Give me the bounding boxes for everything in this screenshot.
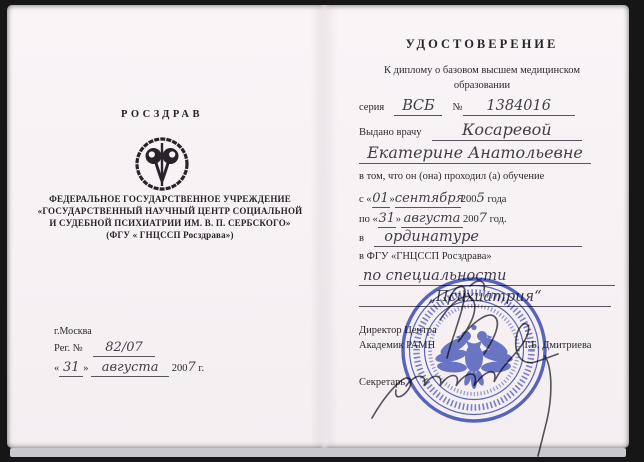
to-year-printed: 200 [463, 214, 479, 225]
organization-line: в ФГУ «ГНЦССП Росздрава» [359, 251, 492, 262]
month-value: августа [101, 360, 159, 375]
name-patronymic-row [359, 145, 591, 164]
page-fold [310, 5, 338, 448]
series-label: серия [359, 102, 385, 113]
to-day-blank [378, 212, 396, 228]
from-month-blank [394, 191, 465, 208]
director-name: Т.Б. Дмитриева [523, 340, 592, 351]
quote-close: » [389, 194, 395, 205]
month-blank [91, 361, 169, 377]
agency-title: РОСЗДРАВ [120, 109, 203, 120]
institution-line: «ГОСУДАРСТВЕННЫЙ НАУЧНЫЙ ЦЕНТР СОЦИАЛЬНОЙ [37, 206, 303, 216]
director-signature [440, 281, 497, 358]
reg-number-blank [93, 341, 155, 357]
reg-number-value: 82/07 [105, 340, 143, 355]
to-year-hand: 7 [478, 211, 488, 226]
series-row [359, 99, 575, 116]
to-month: августа [403, 211, 461, 226]
document-title: УДОСТОВЕРЕНИЕ [405, 37, 559, 51]
program-row [359, 230, 582, 247]
issued-label: Выдано врачу [359, 127, 422, 138]
year-hand: 7 [187, 360, 196, 375]
from-prefix: с [359, 194, 364, 205]
name-blank [359, 145, 591, 164]
period-to-row [359, 211, 507, 228]
subtitle-line-1: К диплому о базовом высшем медицинском [383, 65, 581, 76]
institution-name-block [27, 193, 313, 241]
from-day: 01 [372, 191, 389, 206]
quote-open: « [54, 363, 60, 374]
registration-row [54, 341, 155, 357]
from-year-printed: 200 [460, 194, 477, 205]
day-value: 31 [62, 360, 80, 375]
specialty-value: „Психиатрия“ [428, 289, 542, 305]
series-value: ВСБ [402, 98, 435, 114]
from-day-blank [372, 192, 390, 208]
certificate-spread [7, 5, 629, 448]
city-label: г.Москва [54, 326, 92, 337]
subtitle-line-2: образовании [453, 80, 511, 91]
serbsky-emblem-icon [133, 135, 191, 193]
from-year-hand: 5 [476, 191, 485, 206]
number-blank [463, 99, 575, 116]
number-value: 1384016 [486, 98, 551, 114]
to-day: 31 [378, 211, 396, 226]
serbsky-emblem-graphic [133, 135, 191, 193]
name-patronymic-value: Екатерине Анатольевне [367, 143, 583, 162]
director-title-line-1: Директор Центра [359, 325, 437, 336]
institution-line: ФЕДЕРАЛЬНОЕ ГОСУДАРСТВЕННОЕ УЧРЕЖДЕНИЕ [49, 194, 291, 204]
secretary-label: Секретарь [359, 377, 406, 388]
quote-close: » [83, 363, 89, 374]
from-month: сентября [394, 191, 465, 206]
quote-close: » [395, 214, 401, 225]
signatures-graphic [352, 260, 632, 460]
institution-line: И СУДЕБНОЙ ПСИХИАТРИИ ИМ. В. П. СЕРБСКОГО» [49, 218, 291, 228]
number-label: № [452, 102, 463, 113]
issue-date-row [54, 360, 204, 377]
series-blank [394, 99, 442, 116]
issued-to-row [359, 122, 582, 141]
signatures-icon [352, 260, 632, 460]
reg-number-label: Рег. № [54, 343, 83, 354]
day-blank [59, 361, 83, 377]
to-month-blank [401, 212, 463, 228]
specialty-label-hand: по специальности [363, 268, 507, 284]
to-prefix: по [359, 214, 370, 225]
institution-line: (ФГУ « ГНЦССП Росздрава») [106, 230, 234, 240]
quote-open: « [366, 194, 372, 205]
secretary-signature [372, 324, 558, 456]
from-suffix: года [487, 194, 507, 205]
program-value: ординатуре [384, 229, 479, 245]
quote-open: « [372, 214, 378, 225]
surname-value: Косаревой [462, 120, 552, 139]
director-title-line-2: Академик РАМН [359, 340, 436, 351]
year-suffix: г. [198, 363, 205, 374]
period-from-row [359, 191, 506, 208]
program-blank [374, 230, 582, 247]
year-printed: 200 [171, 363, 188, 374]
to-suffix: год. [489, 214, 507, 225]
program-prefix: в [359, 233, 364, 244]
surname-blank [432, 122, 582, 141]
statement-line: в том, что он (она) проходил (а) обучение [359, 171, 545, 182]
